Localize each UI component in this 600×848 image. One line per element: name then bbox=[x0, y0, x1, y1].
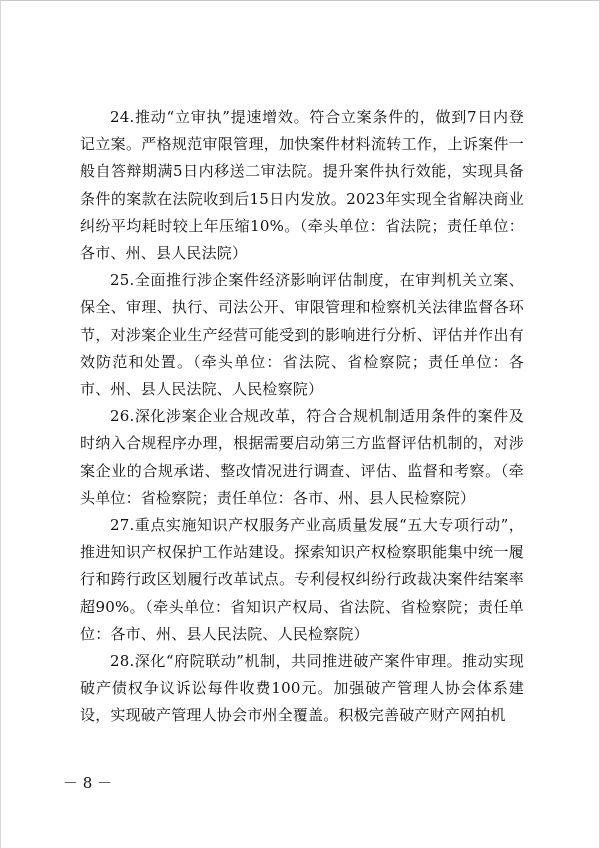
paragraph-25: 25.全面推行涉企案件经济影响评估制度，在审判机关立案、保全、审理、执行、司法公开、审限管理和检察机关法律监督各环节，对涉案企业生产经营可能受到的影响进行分析、评估并作出有效防范和处置。（牵头单位：省法院、省检察院；责任单位：各市、州、县人民法院、人民检察院） bbox=[80, 271, 524, 399]
paragraph-28: 28.深化“府院联动”机制，共同推进破产案件审理。推动实现破产债权争议诉讼每件收费100元。加强破产管理人协会体系建设，实现破产管理人协会市州全覆盖。积极完善破产财产网拍机 bbox=[80, 652, 524, 725]
paragraph-24: 24.推动“立审执”提速增效。符合立案条件的，做到7日内登记立案。严格规范审限管理，加快案件材料流转工作，上诉案件一般自答辩期满5日内移送二审法院。提升案件执行效能，实现具备条件的案款在法院收到后15日内发放。2023年实现全省解决商业纠纷平均耗时较上年压缩10%。（牵头单位：省法院；责任单位：各市、州、县人民法院） bbox=[80, 108, 524, 263]
paragraph-26: 26.深化涉案企业合规改革，符合合规机制适用条件的案件及时纳入合规程序办理，根据需要启动第三方监督评估机制的，对涉案企业的合规承诺、整改情况进行调查、评估、监督和考察。（牵头单位：省检察院；责任单位：各市、州、县人民检察院） bbox=[80, 407, 524, 507]
paragraph-27: 27.重点实施知识产权服务产业高质量发展“五大专项行动”，推进知识产权保护工作站建设。探索知识产权检察职能集中统一履行和跨行政区划履行改革试点。专利侵权纠纷行政裁决案件结案率超90%。（牵头单位：省知识产权局、省法院、省检察院；责任单位：各市、州、县人民法院、人民检察院） bbox=[80, 516, 524, 643]
document-body bbox=[80, 104, 524, 730]
page-number: － 8 － bbox=[63, 774, 113, 792]
